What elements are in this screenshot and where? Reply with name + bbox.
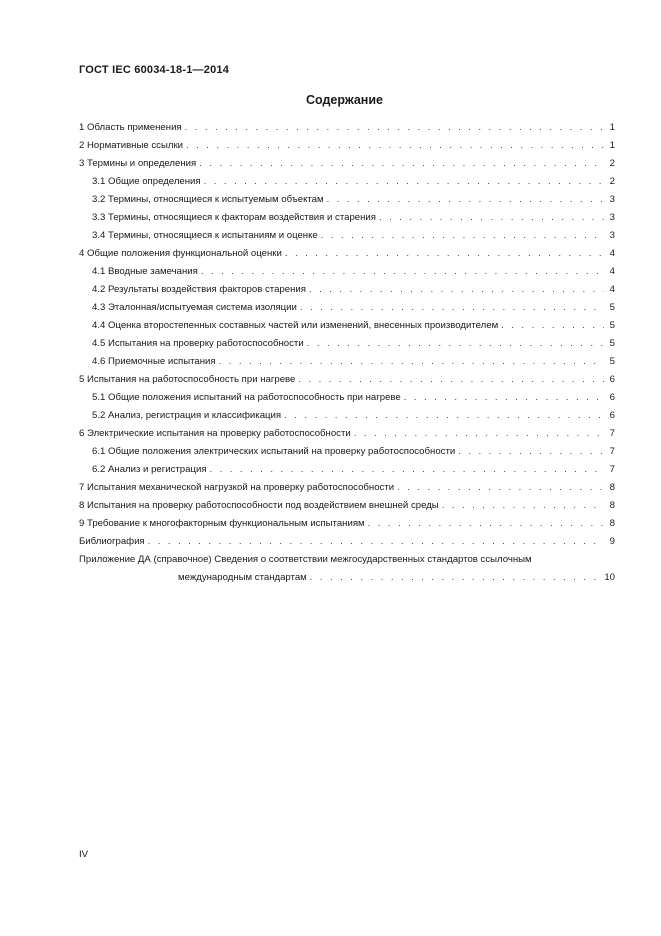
toc-dot-leader	[321, 227, 604, 245]
document-code-header: ГОСТ IEC 60034-18-1—2014	[79, 64, 230, 76]
toc-entry[interactable]	[79, 461, 615, 479]
toc-dot-leader	[368, 515, 604, 533]
toc-dot-leader	[354, 425, 604, 443]
toc-entry-page: 8	[609, 482, 615, 493]
toc-entry[interactable]	[79, 389, 615, 407]
toc-entry-label: Библиография	[79, 536, 145, 547]
toc-entry[interactable]	[79, 191, 615, 209]
toc-entry-page: 2	[609, 176, 615, 187]
toc-entry[interactable]	[79, 137, 615, 155]
toc-entry-label: 1 Область применения	[79, 122, 182, 133]
toc-entry[interactable]	[79, 371, 615, 389]
toc-entry-page: 1	[609, 140, 615, 151]
toc-entry-page: 10	[604, 572, 615, 583]
toc-entry-label: 4.1 Вводные замечания	[92, 266, 198, 277]
toc-dot-leader	[298, 371, 604, 389]
toc-entry-label: 4 Общие положения функциональной оценки	[79, 248, 282, 259]
toc-entry[interactable]	[79, 173, 615, 191]
toc-dot-leader	[327, 191, 604, 209]
toc-entry[interactable]	[79, 515, 615, 533]
toc-entry-label: 3.4 Термины, относящиеся к испытаниям и оценке	[92, 230, 318, 241]
toc-entry-page: 4	[609, 266, 615, 277]
toc-entry-page: 8	[609, 500, 615, 511]
toc-entry-label: 6.1 Общие положения электрических испытаний на проверку работоспособности	[92, 446, 456, 457]
toc-entry-page: 2	[609, 158, 615, 169]
toc-entry-label: 6 Электрические испытания на проверку работоспособности	[79, 428, 351, 439]
toc-entry[interactable]	[79, 299, 615, 317]
toc-dot-leader	[442, 497, 604, 515]
toc-dot-leader	[285, 245, 604, 263]
toc-dot-leader	[309, 281, 604, 299]
toc-entry-page: 1	[609, 122, 615, 133]
toc-entry[interactable]	[79, 425, 615, 443]
toc-dot-leader	[458, 443, 604, 461]
toc-entry[interactable]	[79, 281, 615, 299]
toc-entry-label: 4.3 Эталонная/испытуемая система изоляции	[92, 302, 297, 313]
toc-entry[interactable]	[79, 209, 615, 227]
toc-entry-page: 8	[609, 518, 615, 529]
toc-entry[interactable]	[79, 263, 615, 281]
toc-entry-page: 4	[609, 248, 615, 259]
toc-entry-appendix-line2: международным стандартам	[178, 572, 307, 583]
toc-dot-leader	[404, 389, 604, 407]
toc-entry-page: 6	[609, 410, 615, 421]
toc-entry[interactable]	[79, 479, 615, 497]
toc-dot-leader	[204, 173, 604, 191]
toc-dot-leader	[185, 119, 604, 137]
toc-entry-label: 3 Термины и определения	[79, 158, 197, 169]
toc-entry-label: 3.2 Термины, относящиеся к испытуемым объектам	[92, 194, 324, 205]
toc-dot-leader	[148, 533, 604, 551]
toc-entry-label: 3.1 Общие определения	[92, 176, 201, 187]
toc-entry[interactable]	[79, 335, 615, 353]
toc-entry[interactable]	[79, 407, 615, 425]
toc-dot-leader	[501, 317, 604, 335]
toc-entry-label: 4.5 Испытания на проверку работоспособности	[92, 338, 304, 349]
toc-entry-page: 5	[609, 302, 615, 313]
toc-entry[interactable]	[79, 497, 615, 515]
toc-entry-appendix-line1: Приложение ДА (справочное) Сведения о соответствии межгосударственных стандартов ссылочным	[79, 554, 532, 565]
toc-entry-label: 4.4 Оценка второстепенных составных частей или изменений, внесенных производителем	[92, 320, 499, 331]
toc-entry-appendix[interactable]	[79, 551, 615, 587]
toc-dot-leader	[300, 299, 604, 317]
toc-entry[interactable]	[79, 317, 615, 335]
page-number-footer: IV	[79, 849, 89, 860]
toc-entry-label: 4.6 Приемочные испытания	[92, 356, 216, 367]
toc-dot-leader	[397, 479, 604, 497]
toc-entry-page: 9	[609, 536, 615, 547]
toc-dot-leader	[186, 137, 604, 155]
toc-dot-leader	[284, 407, 604, 425]
table-of-contents	[79, 119, 615, 587]
toc-entry-page: 5	[609, 320, 615, 331]
toc-dot-leader	[219, 353, 604, 371]
toc-entry-label: 6.2 Анализ и регистрация	[92, 464, 207, 475]
toc-entry-label: 3.3 Термины, относящиеся к факторам воздействия и старения	[92, 212, 376, 223]
toc-entry-page: 6	[609, 374, 615, 385]
toc-entry[interactable]	[79, 245, 615, 263]
toc-entry[interactable]	[79, 353, 615, 371]
toc-entry-page: 7	[609, 428, 615, 439]
toc-entry[interactable]	[79, 533, 615, 551]
toc-entry-page: 7	[609, 446, 615, 457]
toc-entry-page: 3	[609, 194, 615, 205]
toc-entry-label: 2 Нормативные ссылки	[79, 140, 184, 151]
toc-dot-leader	[379, 209, 604, 227]
toc-entry-label: 8 Испытания на проверку работоспособности под воздействием внешней среды	[79, 500, 439, 511]
toc-entry[interactable]	[79, 227, 615, 245]
toc-entry-label: 7 Испытания механической нагрузкой на проверку работоспособности	[79, 482, 395, 493]
toc-entry-page: 4	[609, 284, 615, 295]
toc-entry-page: 3	[609, 230, 615, 241]
toc-entry[interactable]	[79, 155, 615, 173]
toc-entry-page: 5	[609, 338, 615, 349]
page-title: Содержание	[305, 93, 383, 107]
toc-entry[interactable]	[79, 119, 615, 137]
toc-entry-label: 9 Требование к многофакторным функциональным испытаниям	[79, 518, 365, 529]
toc-dot-leader	[199, 155, 604, 173]
toc-dot-leader	[210, 461, 604, 479]
toc-entry-label: 5 Испытания на работоспособность при нагреве	[79, 374, 296, 385]
toc-entry-page: 5	[609, 356, 615, 367]
toc-entry-label: 4.2 Результаты воздействия факторов старения	[92, 284, 306, 295]
toc-entry[interactable]	[79, 443, 615, 461]
toc-entry-label: 5.2 Анализ, регистрация и классификация	[92, 410, 282, 421]
toc-dot-leader	[307, 335, 604, 353]
toc-dot-leader	[201, 263, 604, 281]
toc-entry-page: 7	[609, 464, 615, 475]
toc-entry-page: 6	[609, 392, 615, 403]
toc-entry-page: 3	[609, 212, 615, 223]
toc-dot-leader	[310, 569, 602, 587]
toc-entry-label: 5.1 Общие положения испытаний на работоспособность при нагреве	[92, 392, 401, 403]
